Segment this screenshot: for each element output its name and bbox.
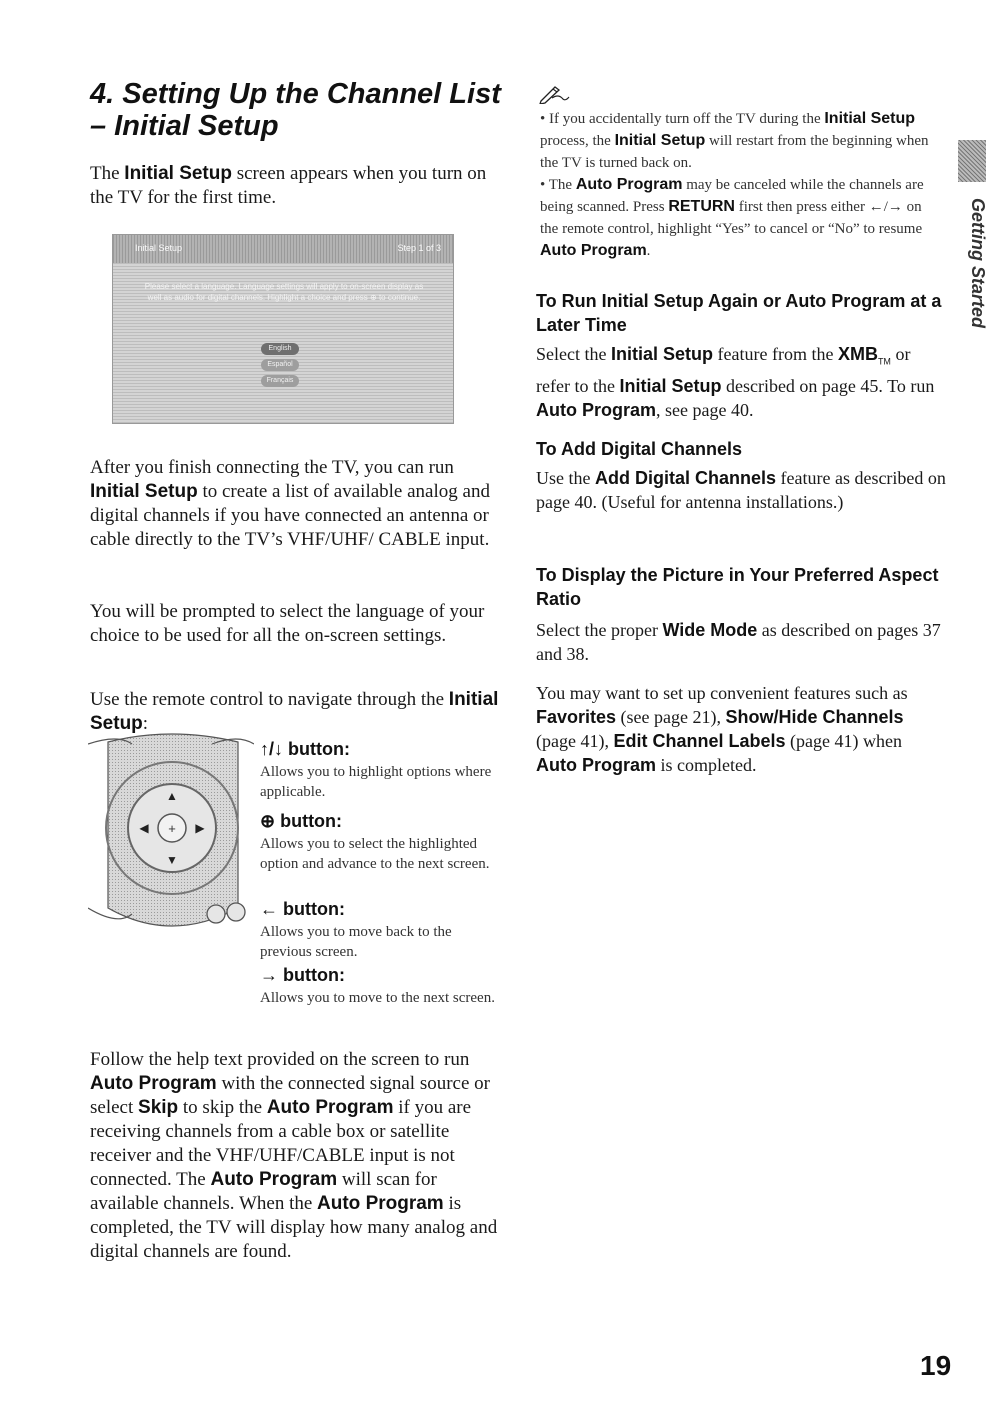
note-bullet-1: [540, 108, 942, 174]
text: will scan for available channels. When the: [90, 1169, 437, 1214]
language-option: Español: [261, 359, 299, 371]
text: (page 41) when: [785, 731, 902, 751]
text: is completed, the TV will display how many analog and digital channels are found.: [90, 1193, 498, 1262]
keyword: Auto Program: [317, 1193, 444, 1214]
keyword: Initial Setup: [90, 689, 499, 734]
section-body-features: [536, 681, 946, 777]
keyword: Skip: [138, 1097, 179, 1118]
text: , see page 40.: [656, 399, 754, 420]
text: Select the proper: [536, 620, 663, 640]
section-heading-aspect-ratio: To Display the Picture in Your Preferred Aspect Ratio: [536, 565, 939, 609]
section-body-add-digital: [536, 466, 946, 514]
button-title: → button:: [260, 965, 345, 985]
keyword: Auto Program: [90, 1073, 217, 1094]
button-description: Allows you to highlight options where applicable.: [260, 764, 492, 800]
right-button-help: [260, 964, 500, 1008]
text: • The: [540, 177, 576, 193]
screen-title: Initial Setup: [135, 243, 183, 253]
keyword: Initial Setup: [614, 132, 706, 149]
keyword: Initial Setup: [824, 110, 916, 127]
up-down-button-help: [260, 738, 500, 802]
keyword: Add Digital Channels: [594, 468, 776, 488]
note-bullet-2: [540, 174, 942, 262]
screen-title-bar: [113, 235, 453, 263]
text: screen appears when you turn on the TV for the first time.: [90, 163, 487, 208]
text: process, the: [540, 133, 615, 149]
language-option: Français: [261, 375, 299, 387]
section-tab-marker: [958, 140, 986, 182]
text: is completed.: [656, 755, 757, 775]
paragraph-auto-program: [90, 1048, 500, 1264]
enter-button-help: [260, 810, 500, 874]
keyword: Initial Setup: [610, 344, 713, 364]
text: feature as described on page 40. (Useful for antenna installations.): [536, 468, 946, 512]
text: • If you accidentally turn off the TV during the: [540, 111, 825, 127]
text: (see page 21),: [616, 707, 726, 727]
button-title: ⊕ button:: [260, 811, 343, 831]
svg-text:▼: ▼: [166, 853, 178, 867]
keyword: Initial Setup: [124, 163, 232, 184]
text: Use the: [536, 468, 595, 488]
text: described on page 45. To run: [721, 375, 935, 396]
text: or refer to the: [536, 344, 911, 396]
keyword: Edit Channel Labels: [613, 731, 786, 751]
svg-text:▶: ▶: [195, 821, 205, 835]
title-line-1: 4. Setting Up the Channel List: [90, 78, 501, 110]
text: will restart from the beginning when the TV is turned back on.: [540, 133, 929, 171]
text: Use the remote control to navigate through the: [90, 689, 449, 710]
paragraph-after-connect: [90, 456, 500, 552]
section-body-aspect-ratio: [536, 618, 946, 666]
text: as described on pages 37 and 38.: [536, 620, 941, 664]
section-side-label: Getting Started: [968, 198, 988, 329]
text: to create a list of available analog and digital channels if you have connected an antenna or cable directly to the TV’s VHF/UHF/ CABLE input.: [90, 481, 490, 550]
keyword: XMB: [837, 344, 878, 364]
section-body-rerun: [536, 342, 946, 422]
text: if you are receiving channels from a cable box or satellite receiver and the VHF/UHF/CABLE input is not connected. The: [90, 1097, 472, 1190]
screen-message: Please select a language. Language settings will apply to on-screen display as well as audio for digital channels. Highlight a choice and press ⊕ to continue.: [144, 282, 424, 302]
keyword: RETURN: [668, 198, 735, 215]
text: .: [646, 243, 651, 259]
text: (page 41),: [536, 731, 614, 751]
keyword: Initial Setup: [90, 481, 198, 502]
keyword: Auto Program: [266, 1097, 394, 1118]
page-number: 19: [920, 1350, 952, 1381]
remote-control-illustration: [88, 732, 254, 932]
button-description: Allows you to move to the next screen.: [260, 990, 495, 1006]
text: first then press either ←/→ on the remote control, highlight “Yes” to cancel or “No” to resume: [540, 199, 923, 237]
paragraph-language: You will be prompted to select the language of your choice to be used for all the on-screen settings.: [90, 601, 485, 646]
section-heading-add-digital: To Add Digital Channels: [536, 439, 742, 459]
text: to skip the: [178, 1097, 267, 1118]
svg-text:◀: ◀: [139, 821, 149, 835]
text: feature from the: [713, 344, 838, 364]
initial-setup-screenshot: [112, 234, 454, 424]
intro-paragraph: [90, 162, 500, 210]
text: with the connected signal source or select: [90, 1073, 490, 1118]
language-options: [261, 343, 299, 391]
left-button-help: [260, 898, 500, 962]
language-option: English: [261, 343, 299, 355]
text: After you finish connecting the TV, you can run: [90, 457, 454, 478]
text: :: [142, 713, 149, 734]
text: Select the: [536, 344, 611, 364]
keyword: Auto Program: [210, 1169, 338, 1190]
keyword: Initial Setup: [619, 375, 722, 396]
keyword: Auto Program: [536, 399, 657, 420]
screen-step: Step 1 of 3: [397, 243, 441, 253]
button-title: ↑/↓ button:: [260, 739, 350, 759]
text: You may want to set up convenient features such as: [536, 683, 908, 703]
keyword: Favorites: [536, 707, 617, 727]
keyword: Auto Program: [540, 242, 647, 259]
keyword: Auto Program: [575, 176, 683, 193]
keyword: Wide Mode: [662, 620, 758, 640]
keyword: Show/Hide Channels: [725, 707, 904, 727]
text: Follow the help text provided on the screen to run: [90, 1049, 470, 1070]
page-title: [90, 78, 510, 142]
keyword: Auto Program: [536, 755, 657, 775]
note-pencil-icon: [538, 84, 570, 104]
svg-text:▲: ▲: [166, 789, 178, 803]
trademark: TM: [877, 356, 891, 367]
button-title: ← button:: [260, 899, 345, 919]
text: The: [90, 163, 125, 184]
button-description: Allows you to select the highlighted option and advance to the next screen.: [260, 836, 490, 872]
text: may be canceled while the channels are being scanned. Press: [540, 177, 924, 215]
title-line-2: – Initial Setup: [90, 110, 279, 142]
paragraph-navigate: [90, 688, 500, 736]
section-heading-rerun: To Run Initial Setup Again or Auto Program at a Later Time: [536, 291, 942, 335]
button-description: Allows you to move back to the previous screen.: [260, 924, 452, 960]
svg-text:+: +: [168, 821, 176, 836]
